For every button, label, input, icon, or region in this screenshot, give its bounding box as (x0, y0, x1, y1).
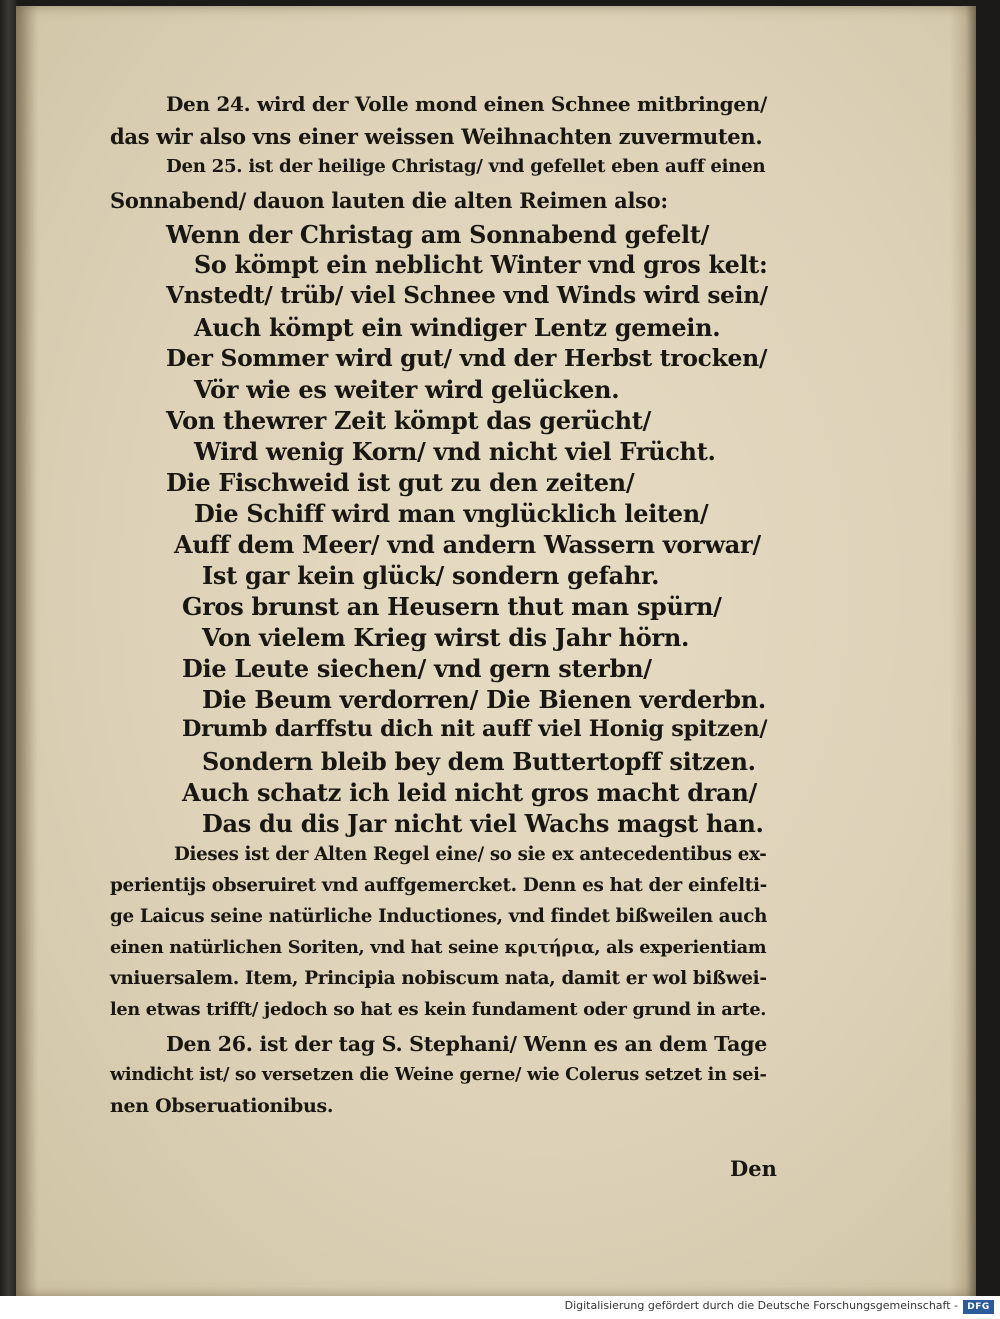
dfg-logo: DFG (963, 1300, 994, 1314)
verse-line: Die Leute siechen/ vnd gern sterbn/ (182, 654, 652, 683)
verse-line: Ist gar kein glück/ sondern gefahr. (202, 561, 660, 590)
verse-line: Die Fischweid ist gut zu den zeiten/ (166, 468, 635, 497)
catchword: Den (730, 1156, 777, 1181)
text-line: len etwas trifft/ jedoch so hat es kein fundament oder grund in arte. (110, 999, 767, 1020)
verse-line: So kömpt ein neblicht Winter vnd gros kelt: (194, 251, 768, 279)
verse-line: Sondern bleib bey dem Buttertopff sitzen. (202, 747, 756, 776)
text-line: Den 24. wird der Volle mond einen Schnee mitbringen/ (166, 92, 768, 116)
page-text (16, 6, 976, 1296)
text-line: nen Obseruationibus. (110, 1095, 334, 1117)
verse-line: Von vielem Krieg wirst dis Jahr hörn. (202, 623, 690, 652)
text-line: Dieses ist der Alten Regel eine/ so sie ex antecedentibus ex- (174, 844, 767, 865)
verse-line: Das du dis Jar nicht viel Wachs magst han. (202, 809, 764, 838)
verse-line: Die Schiff wird man vnglücklich leiten/ (194, 499, 709, 528)
verse-line: Wenn der Christag am Sonnabend gefelt/ (166, 220, 710, 249)
verse-line: Vnstedt/ trüb/ viel Schnee vnd Winds wird sein/ (166, 282, 768, 309)
verse-line: Der Sommer wird gut/ vnd der Herbst trocken/ (166, 344, 768, 372)
text-line: vniuersalem. Item, Principia nobiscum nata, damit er wol bißwei- (110, 968, 767, 989)
text-line: einen natürlichen Soriten, vnd hat seine κριτήρια, als experientiam (110, 937, 767, 958)
verse-line: Drumb darffstu dich nit auff viel Honig spitzen/ (182, 716, 768, 742)
verse-line: Auch kömpt ein windiger Lentz gemein. (194, 313, 721, 342)
verse-line: Auch schatz ich leid nicht gros macht dran/ (182, 778, 757, 807)
verse-line: Die Beum verdorren/ Die Bienen verderbn. (202, 685, 766, 714)
text-line: ge Laicus seine natürliche Inductiones, vnd findet bißweilen auch (110, 906, 768, 927)
verse-line: Gros brunst an Heusern thut man spürn/ (182, 592, 722, 621)
footer-bar (0, 1296, 1000, 1319)
verse-line: Auff dem Meer/ vnd andern Wassern vorwar/ (174, 530, 761, 559)
verse-line: Vör wie es weiter wird gelücken. (194, 375, 620, 404)
book-page (16, 6, 976, 1296)
text-line: perientijs obseruiret vnd auffgemercket. Denn es hat der einfelti- (110, 875, 767, 896)
text-line: das wir also vns einer weissen Weihnachten zuvermuten. (110, 124, 763, 149)
funding-credit: Digitalisierung gefördert durch die Deutsche Forschungsgemeinschaft - (564, 1299, 958, 1312)
verse-line: Wird wenig Korn/ vnd nicht viel Frücht. (194, 437, 716, 466)
verse-line: Von thewrer Zeit kömpt das gerücht/ (166, 406, 651, 435)
text-line: Den 26. ist der tag S. Stephani/ Wenn es an dem Tage (166, 1032, 767, 1056)
text-line: Sonnabend/ dauon lauten die alten Reimen also: (110, 188, 668, 213)
text-line: Den 25. ist der heilige Christag/ vnd gefellet eben auff einen (166, 156, 766, 177)
text-line: windicht ist/ so versetzen die Weine gerne/ wie Colerus setzet in sei- (110, 1064, 767, 1085)
